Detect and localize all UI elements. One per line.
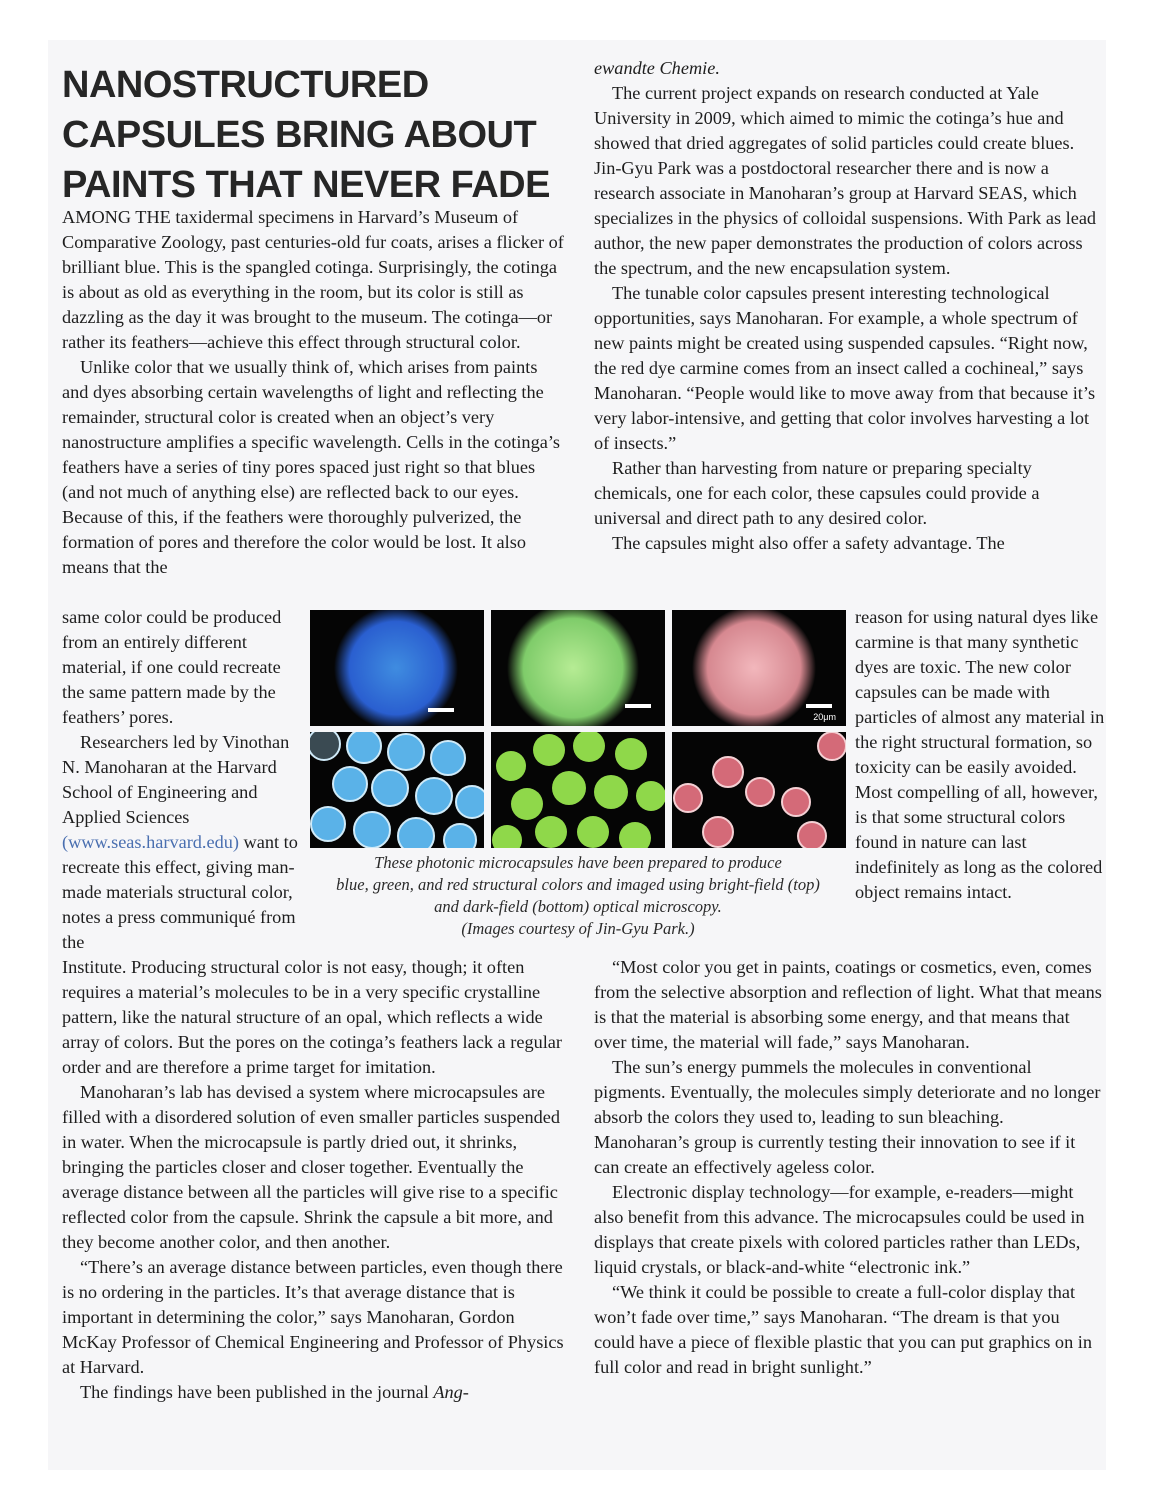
paragraph: Rather than harvesting from nature or preparing specialty chemicals, one for each color, these capsules could provide a universal and direct path to any desired color. — [594, 458, 1040, 528]
paragraph: “Most color you get in paints, coatings or cosmetics, even, comes from the selective absorption and reflection of light. What that means is that the material is absorbing some energy, and that means that over time, the material will fade,” says Manoharan. — [594, 957, 1102, 1052]
figure-caption — [300, 852, 856, 940]
scale-bar — [625, 704, 651, 708]
blue-capsule-graphic — [310, 610, 484, 726]
text: want to recreate this effect, giving man-made materials structural color, notes a press communiqué from the — [62, 832, 298, 952]
paragraph: Institute. Producing structural color is not easy, though; it often requires a material’s molecules to be in a very specific crystalline pattern, like the natural structure of an opal, which reflects a wide array of colors. But the pores on the cotinga’s feathers lack a regular order and are therefore a prime target for imitation. — [62, 957, 563, 1077]
paragraph: Electronic display technology—for example, e-readers—might also benefit from this advance. The microcapsules could be used in displays that create pixels with colored particles rather than LEDs, liquid crystals, or black-and-white “electronic ink.” — [594, 1182, 1085, 1277]
column-right-top — [594, 56, 1102, 556]
green-capsule-graphic — [491, 610, 665, 726]
paragraph — [62, 1380, 564, 1405]
bright-field-green-image — [491, 610, 665, 726]
article-title: NANOSTRUCTURED CAPSULES BRING ABOUT PAINTS THAT NEVER FADE — [62, 64, 550, 206]
microcapsule-figure — [310, 610, 846, 848]
paragraph — [594, 56, 1102, 81]
paragraph: The sun’s energy pummels the molecules in conventional pigments. Eventually, the molecules simply deteriorate and no longer absorb the colors they used to, leading to sun bleaching. Manoharan’s group is currently testing their innovation to see if it can create an effectively ageless color. — [594, 1057, 1101, 1177]
bright-field-blue-image — [310, 610, 484, 726]
scale-bar-label: 20μm — [813, 712, 836, 722]
paragraph: AMONG THE taxidermal specimens in Harvard’s Museum of Comparative Zoology, past centuries-old fur coats, arises a flicker of brilliant blue. This is the spangled cotinga. Surprisingly, the cotinga is about as old as everything in the room, but its color is still as dazzling as the day it was brought to the museum. The cotinga—or rather its feathers—achieve this effect through structural color. — [62, 207, 564, 352]
column-left-bottom — [62, 955, 564, 1405]
paragraph: The capsules might also offer a safety advantage. The — [612, 533, 1005, 553]
column-right-bottom — [594, 955, 1102, 1380]
column-left-narrow — [62, 605, 302, 955]
journal-name: ewandte Chemie. — [594, 58, 720, 78]
scale-bar — [428, 708, 454, 712]
paragraph: same color could be produced from an entirely different material, if one could recreate the same pattern made by the feathers’ pores. — [62, 607, 282, 727]
caption-line: and dark-field (bottom) optical microscopy. — [434, 897, 722, 916]
caption-line: (Images courtesy of Jin-Gyu Park.) — [461, 919, 695, 938]
column-right-narrow — [855, 605, 1105, 905]
paragraph: “There’s an average distance between particles, even though there is no ordering in the particles. It’s that average distance that is important in determining the color,” says Manoharan, Gordon McKay Professor of Chemical Engineering and Professor of Physics at Harvard. — [62, 1257, 564, 1377]
paragraph: The current project expands on research conducted at Yale University in 2009, which aimed to mimic the cotinga’s hue and showed that dried aggregates of solid particles could create blues. Jin-Gyu Park was a postdoctoral researcher there and is now a research associate in Manoharan’s group at Harvard SEAS, which specializes in the physics of colloidal suspensions. With Park as lead author, the new paper demonstrates the production of colors across the spectrum, and the new encapsulation system. — [594, 83, 1097, 278]
journal-name: Ang- — [433, 1382, 469, 1402]
red-capsule-graphic — [672, 610, 846, 726]
dark-field-green-image — [491, 732, 665, 848]
seas-link[interactable]: (www.seas.harvard.edu) — [62, 832, 239, 852]
dark-field-blue-image — [310, 732, 484, 848]
column-left-top — [62, 205, 564, 580]
scale-bar — [806, 704, 832, 708]
caption-line: These photonic microcapsules have been prepared to produce — [374, 853, 782, 872]
red-particles-graphic — [672, 732, 846, 848]
caption-line: blue, green, and red structural colors and imaged using bright-field (top) — [336, 875, 820, 894]
blue-particles-graphic — [310, 732, 484, 848]
paragraph: The tunable color capsules present interesting technological opportunities, says Manoharan. For example, a whole spectrum of new paints might be created using suspended capsules. “Right now, the red dye carmine comes from an insect called a cochineal,” says Manoharan. “People would like to move away from that because it’s very labor-intensive, and getting that color involves harvesting a lot of insects.” — [594, 283, 1096, 453]
paragraph: reason for using natural dyes like carmine is that many synthetic dyes are toxic. The new color capsules can be made with particles of almost any material in the right structural formation, so toxicity can be easily avoided. Most compelling of all, however, is that some structural colors found in nature can last indefinitely as long as the colored object remains intact. — [855, 607, 1105, 902]
green-particles-graphic — [491, 732, 665, 848]
paragraph — [62, 730, 302, 955]
paragraph: Manoharan’s lab has devised a system where microcapsules are filled with a disordered solution of even smaller particles suspended in water. When the microcapsule is partly dried out, it shrinks, bringing the particles closer and closer together. Eventually the average distance between all the particles will give rise to a specific reflected color from the capsule. Shrink the capsule a bit more, and they become another color, and then another. — [62, 1082, 561, 1252]
text: Researchers led by Vinothan N. Manoharan at the Harvard School of Engineering and Applied Sciences — [62, 732, 290, 827]
dark-field-red-image — [672, 732, 846, 848]
paragraph: “We think it could be possible to create a full-color display that won’t fade over time,” says Manoharan. “The dream is that you could have a piece of flexible plastic that you can put graphics on in full color and read in bright sunlight.” — [594, 1282, 1092, 1377]
bright-field-red-image — [672, 610, 846, 726]
text: The findings have been published in the journal — [80, 1382, 434, 1402]
paragraph: Unlike color that we usually think of, which arises from paints and dyes absorbing certain wavelengths of light and reflecting the remainder, structural color is created when an object’s very nanostructure amplifies a specific wavelength. Cells in the cotinga’s feathers have a series of tiny pores spaced just right so that blues (and not much of anything else) are reflected back to our eyes. Because of this, if the feathers were thoroughly pulverized, the formation of pores and therefore the color would be lost. It also means that the — [62, 357, 561, 577]
